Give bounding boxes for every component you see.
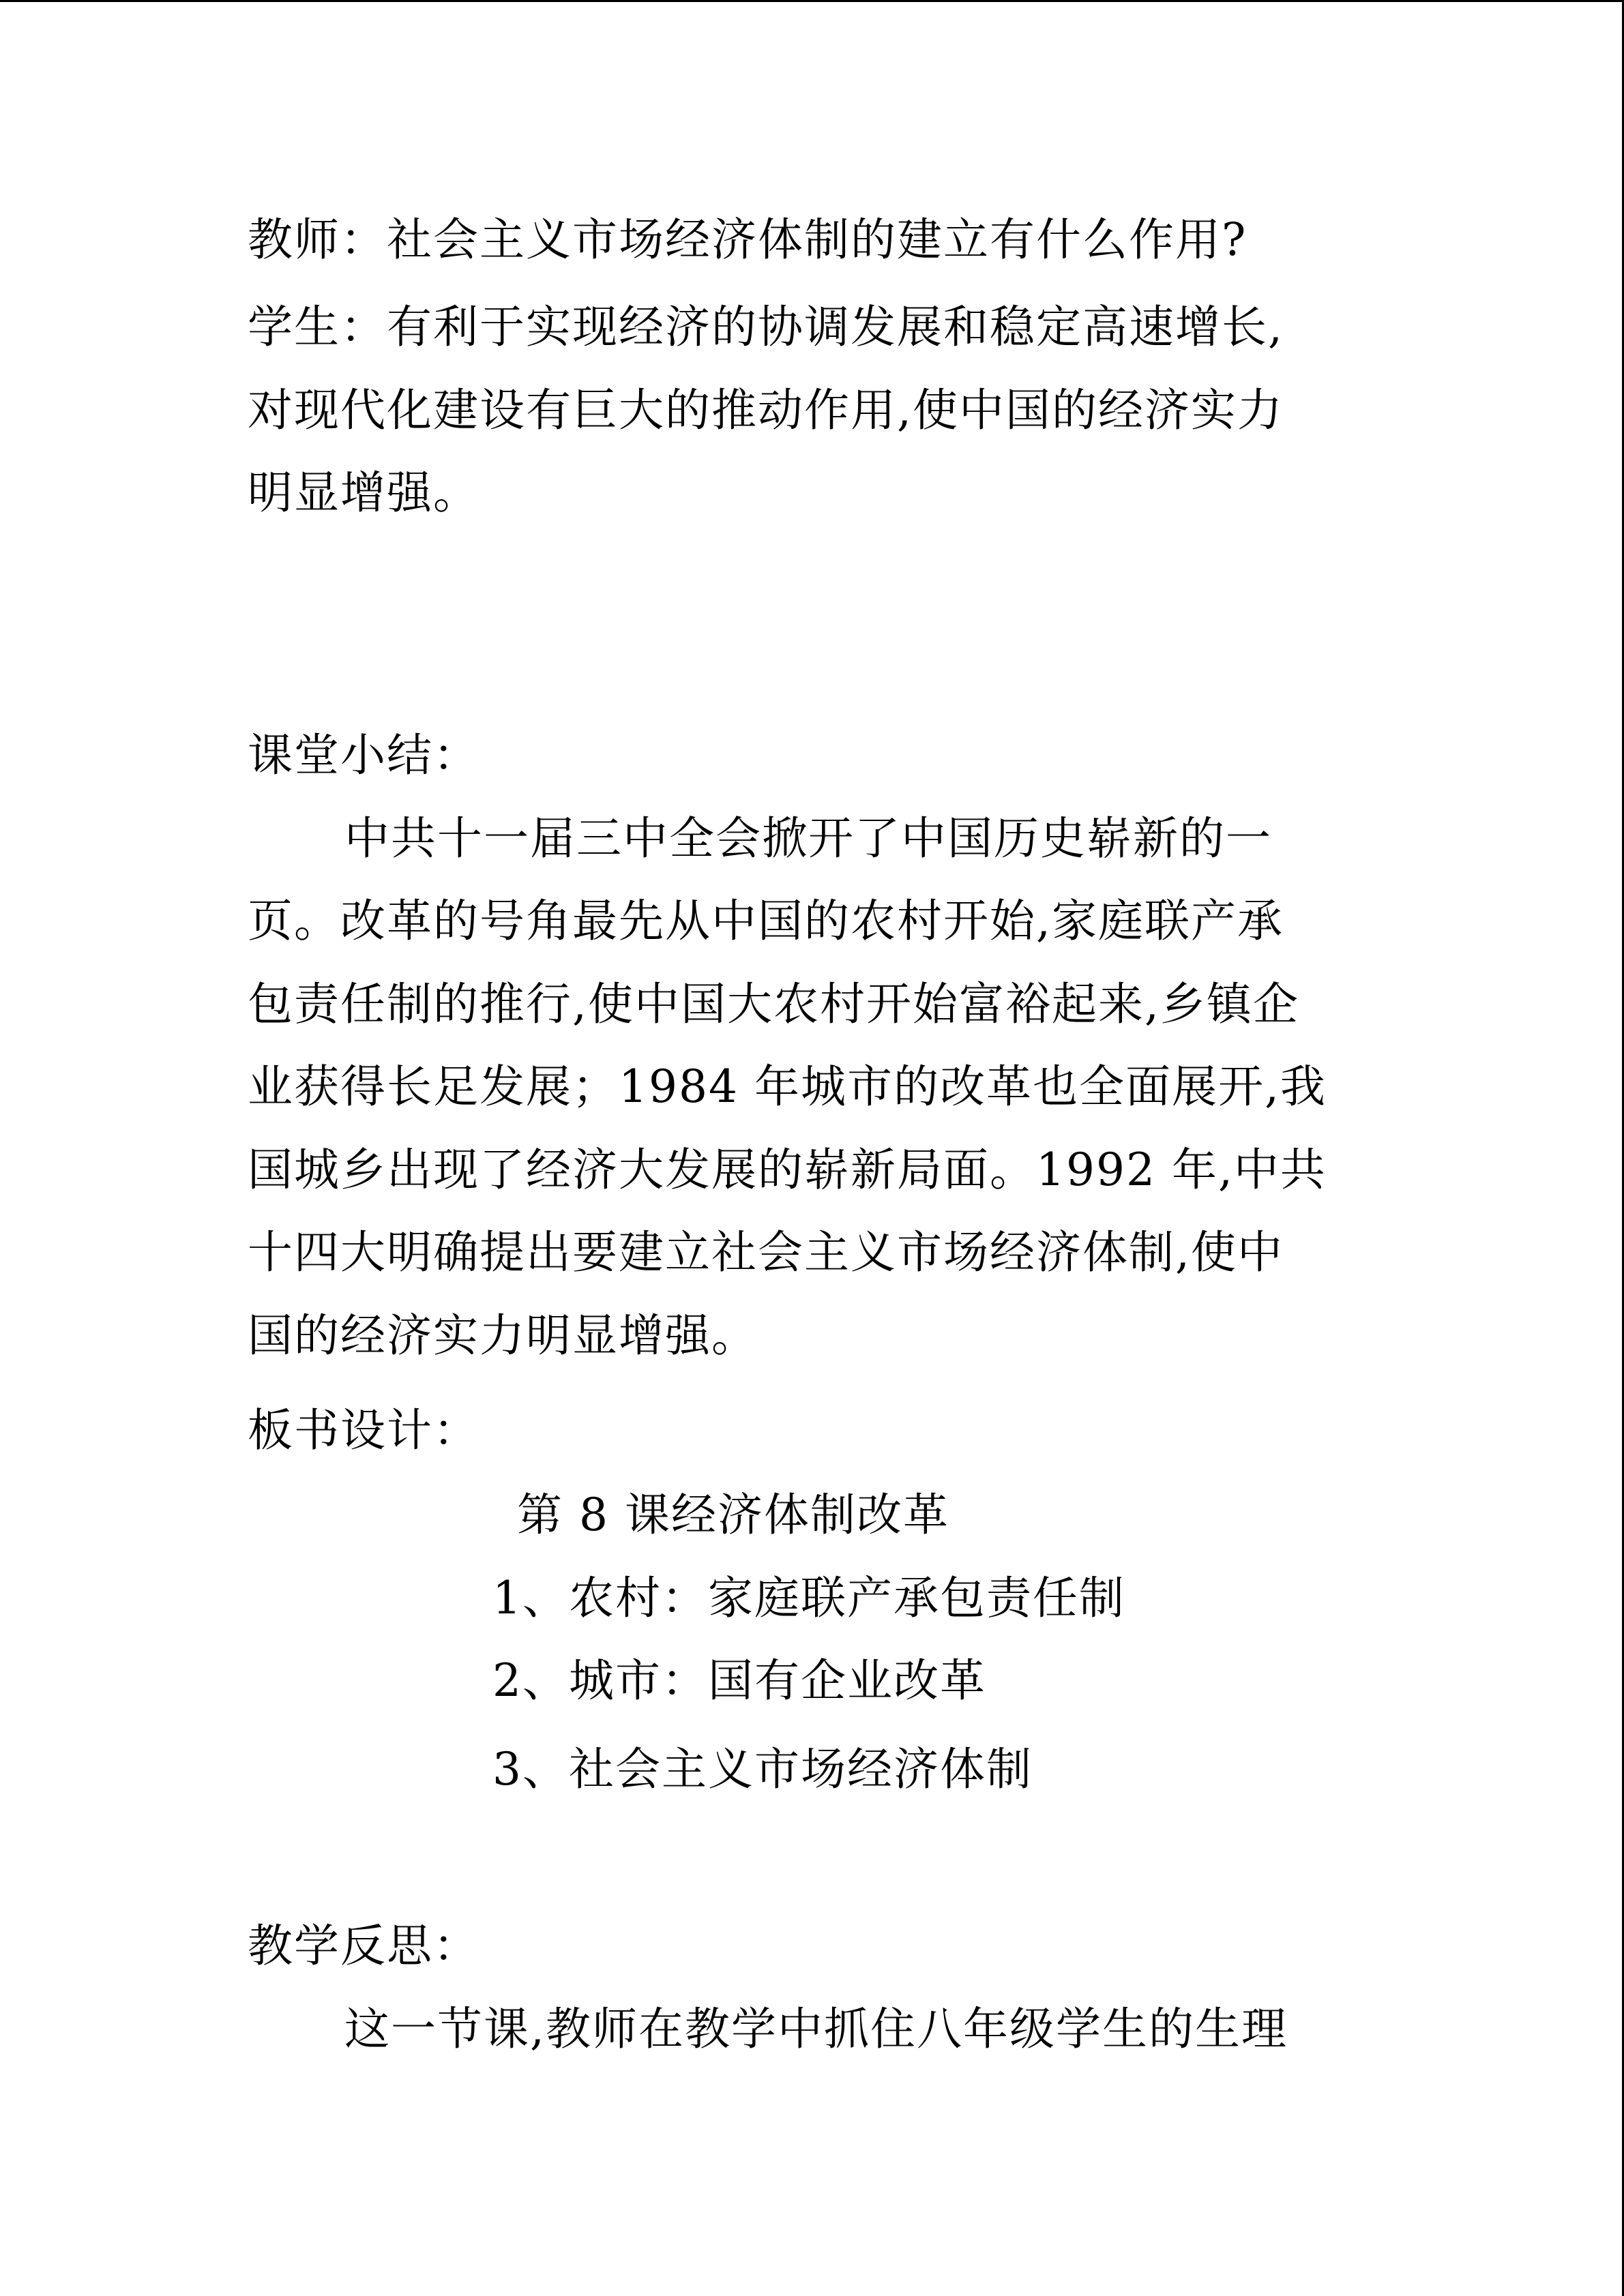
summary-line-3: 包责任制的推行,使中国大农村开始富裕起来,乡镇企 [248,978,1299,1030]
summary-heading: 课堂小结： [248,729,479,781]
summary-line-1: 中共十一届三中全会掀开了中国历史崭新的一 [344,812,1272,865]
reflection-heading: 教学反思： [248,1920,479,1972]
student-answer-line-2: 对现代化建设有巨大的推动作用,使中国的经济实力 [248,384,1284,436]
summary-line-5: 国城乡出现了经济大发展的崭新局面。1992 年,中共 [248,1144,1327,1196]
board-heading: 板书设计： [248,1404,479,1457]
summary-line-4: 业获得长足发展；1984 年城市的改革也全面展开,我 [248,1060,1327,1113]
board-item-3: 3、社会主义市场经济体制 [492,1743,1033,1795]
board-title: 第 8 课经济体制改革 [517,1489,949,1541]
board-item-1: 1、农村：家庭联产承包责任制 [492,1572,1125,1624]
student-answer-line-3: 明显增强。 [248,466,479,519]
teacher-question: 教师：社会主义市场经济体制的建立有什么作用? [248,213,1247,266]
summary-line-6: 十四大明确提出要建立社会主义市场经济体制,使中 [248,1226,1284,1279]
reflection-line-1: 这一节课,教师在教学中抓住八年级学生的生理 [344,2003,1288,2055]
page-top-border [0,0,1624,2]
summary-line-7: 国的经济实力明显增强。 [248,1309,758,1362]
board-item-2: 2、城市：国有企业改革 [492,1654,986,1707]
student-answer-line-1: 学生：有利于实现经济的协调发展和稳定高速增长, [248,301,1284,353]
summary-line-2: 页。改革的号角最先从中国的农村开始,家庭联产承 [248,895,1284,947]
